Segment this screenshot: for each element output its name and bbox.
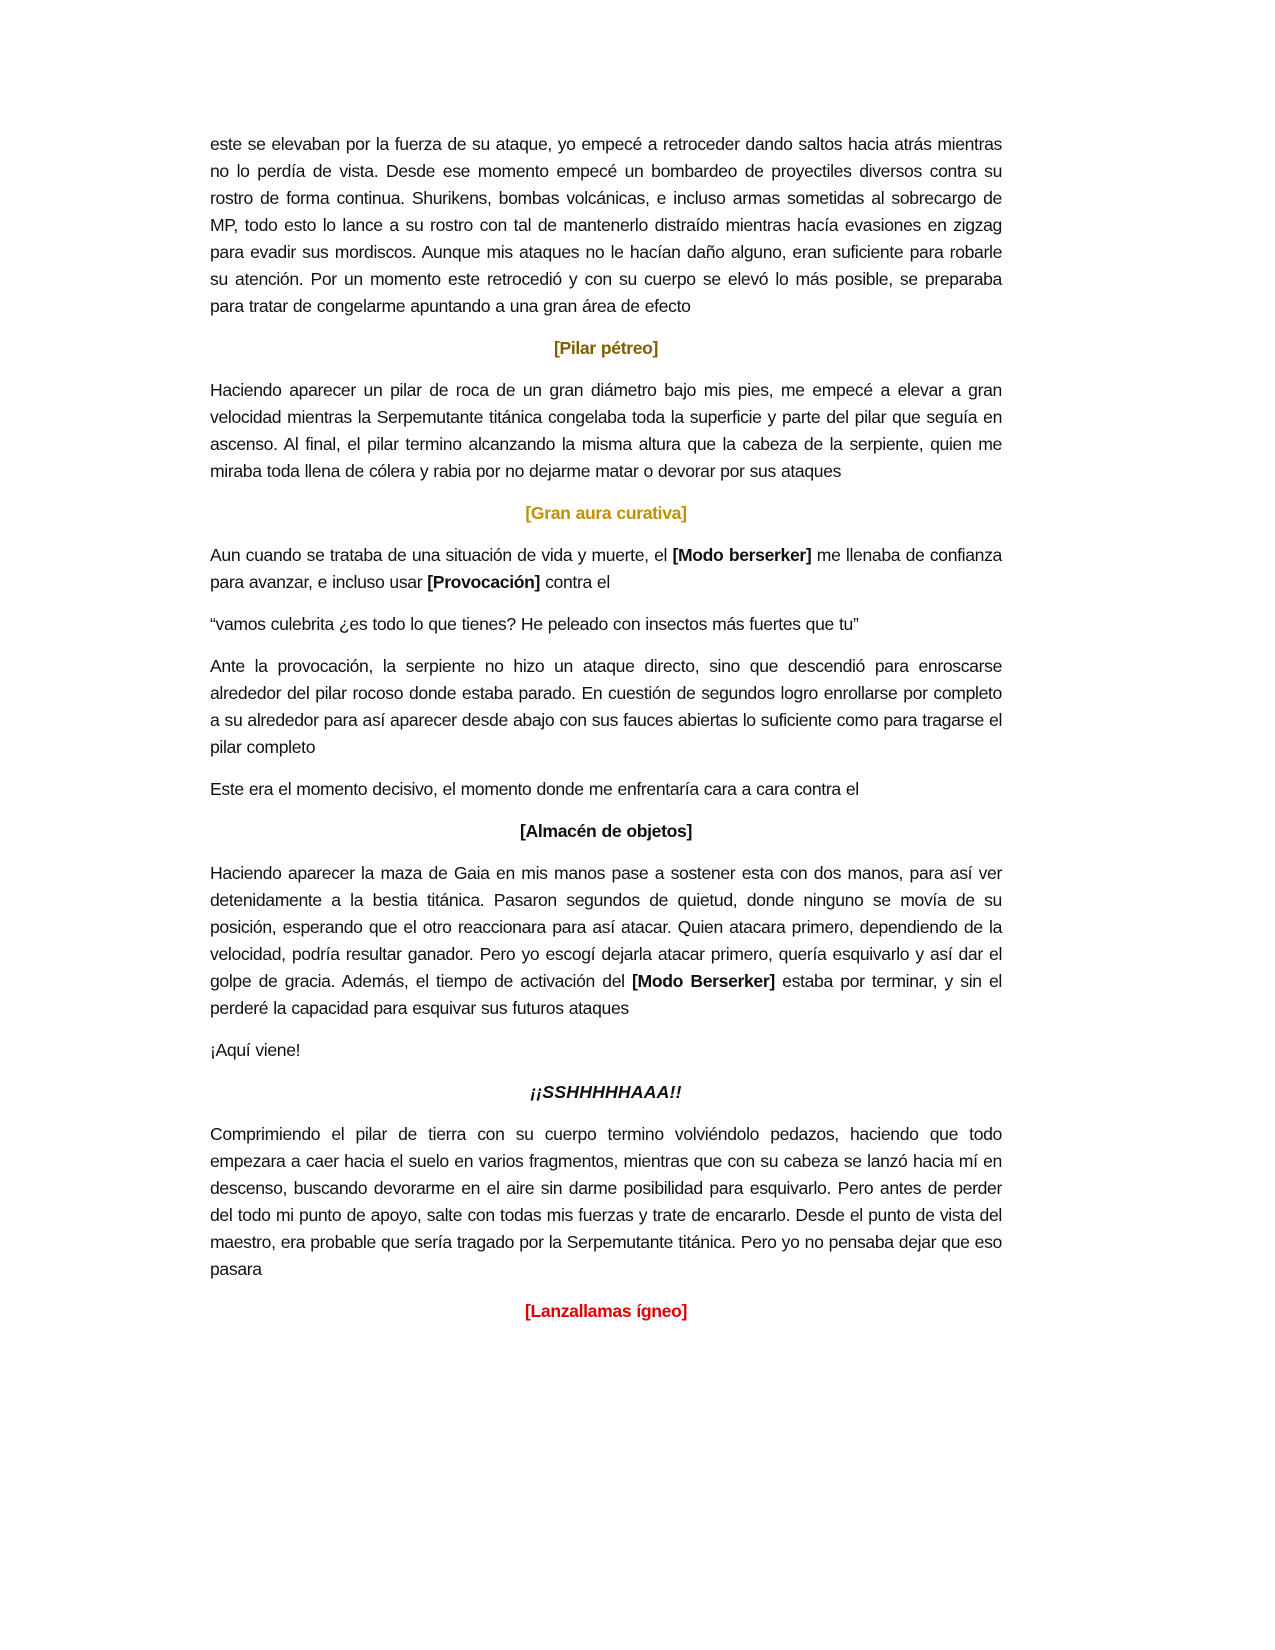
text: Haciendo aparecer la maza de Gaia en mis manos pase a sostener esta con dos manos, para así ver detenidamente a la bestia titánica. Pasaron segundos de quietud, donde ninguno se movía de su posición, esperando que el otro reaccionara para así atacar. Quien atacara primero, dependiendo de la velocidad, podría resultar ganador. Pero yo escogí dejarla atacar primero, quería esquivarlo y así dar el golpe de gracia. Además, el tiempo de activación del <box>210 863 1002 991</box>
skill-heading-lanzallamas: [Lanzallamas ígneo] <box>524 1301 687 1321</box>
text: me llenaba de confianza para avanzar, e incluso usar <box>210 545 1002 592</box>
dialogue: “vamos culebrita ¿es todo lo que tienes? He peleado con insectos más fuertes que tu” <box>210 614 859 634</box>
paragraph: Comprimiendo el pilar de tierra con su cuerpo termino volviéndolo pedazos, haciendo que todo empezara a caer hacia el suelo en varios fragmentos, mientras que con su cabeza se lanzó hacia mí en descenso, buscando devorarme en el aire sin darme posibilidad para esquivarlo. Pero antes de perder del todo mi punto de apoyo, salte con todas mis fuerzas y trate de encararlo. Desde el punto de vista del maestro, era probable que sería tragado por la Serpemutante titánica. Pero yo no pensaba dejar que eso pasara <box>210 1124 1002 1279</box>
paragraph: este se elevaban por la fuerza de su ataque, yo empecé a retroceder dando saltos hacia atrás mientras no lo perdía de vista. Desde ese momento empecé un bombardeo de proyectiles diversos contra su rostro de forma continua. Shurikens, bombas volcánicas, e incluso armas sometidas al sobrecargo de MP, todo esto lo lance a su rostro con tal de mantenerlo distraído mientras hacía evasiones en zigzag para evadir sus mordiscos. Aunque mis ataques no le hacían daño alguno, eran suficiente para robarle su atención. Por un momento este retrocedió y con su cuerpo se elevó lo más posible, se preparaba para tratar de congelarme apuntando a una gran área de efecto <box>210 134 1002 316</box>
skill-heading-aura: [Gran aura curativa] <box>525 503 687 523</box>
skill-heading-pilar: [Pilar pétreo] <box>553 338 659 358</box>
paragraph: Haciendo aparecer un pilar de roca de un gran diámetro bajo mis pies, me empecé a elevar a gran velocidad mientras la Serpemutante titánica congelaba toda la superficie y parte del pilar que seguía en ascenso. Al final, el pilar termino alcanzando la misma altura que la cabeza de la serpiente, quien me miraba toda llena de cólera y rabia por no dejarme matar o devorar por sus ataques <box>210 380 1002 481</box>
document-page <box>210 131 1002 1340</box>
text: contra el <box>540 572 610 592</box>
paragraph <box>210 542 1002 596</box>
exclamation: ¡Aquí viene! <box>210 1040 301 1060</box>
skill-ref: [Provocación] <box>427 572 541 592</box>
text: Aun cuando se trataba de una situación de vida y muerte, el <box>210 545 673 565</box>
skill-ref: [Modo Berserker] <box>632 971 775 991</box>
skill-heading-almacen: [Almacén de objetos] <box>520 821 692 841</box>
text: estaba por terminar, y sin el perderé la capacidad para esquivar sus futuros ataques <box>210 971 1002 1018</box>
sound-effect: ¡¡SSHHHHHAAA!! <box>530 1082 682 1102</box>
paragraph: Ante la provocación, la serpiente no hizo un ataque directo, sino que descendió para enroscarse alrededor del pilar rocoso donde estaba parado. En cuestión de segundos logro enrollarse por completo a su alrededor para así aparecer desde abajo con sus fauces abiertas lo suficiente como para tragarse el pilar completo <box>210 656 1002 757</box>
paragraph <box>210 860 1002 1022</box>
paragraph: Este era el momento decisivo, el momento donde me enfrentaría cara a cara contra el <box>210 779 859 799</box>
skill-ref: [Modo berserker] <box>672 545 812 565</box>
